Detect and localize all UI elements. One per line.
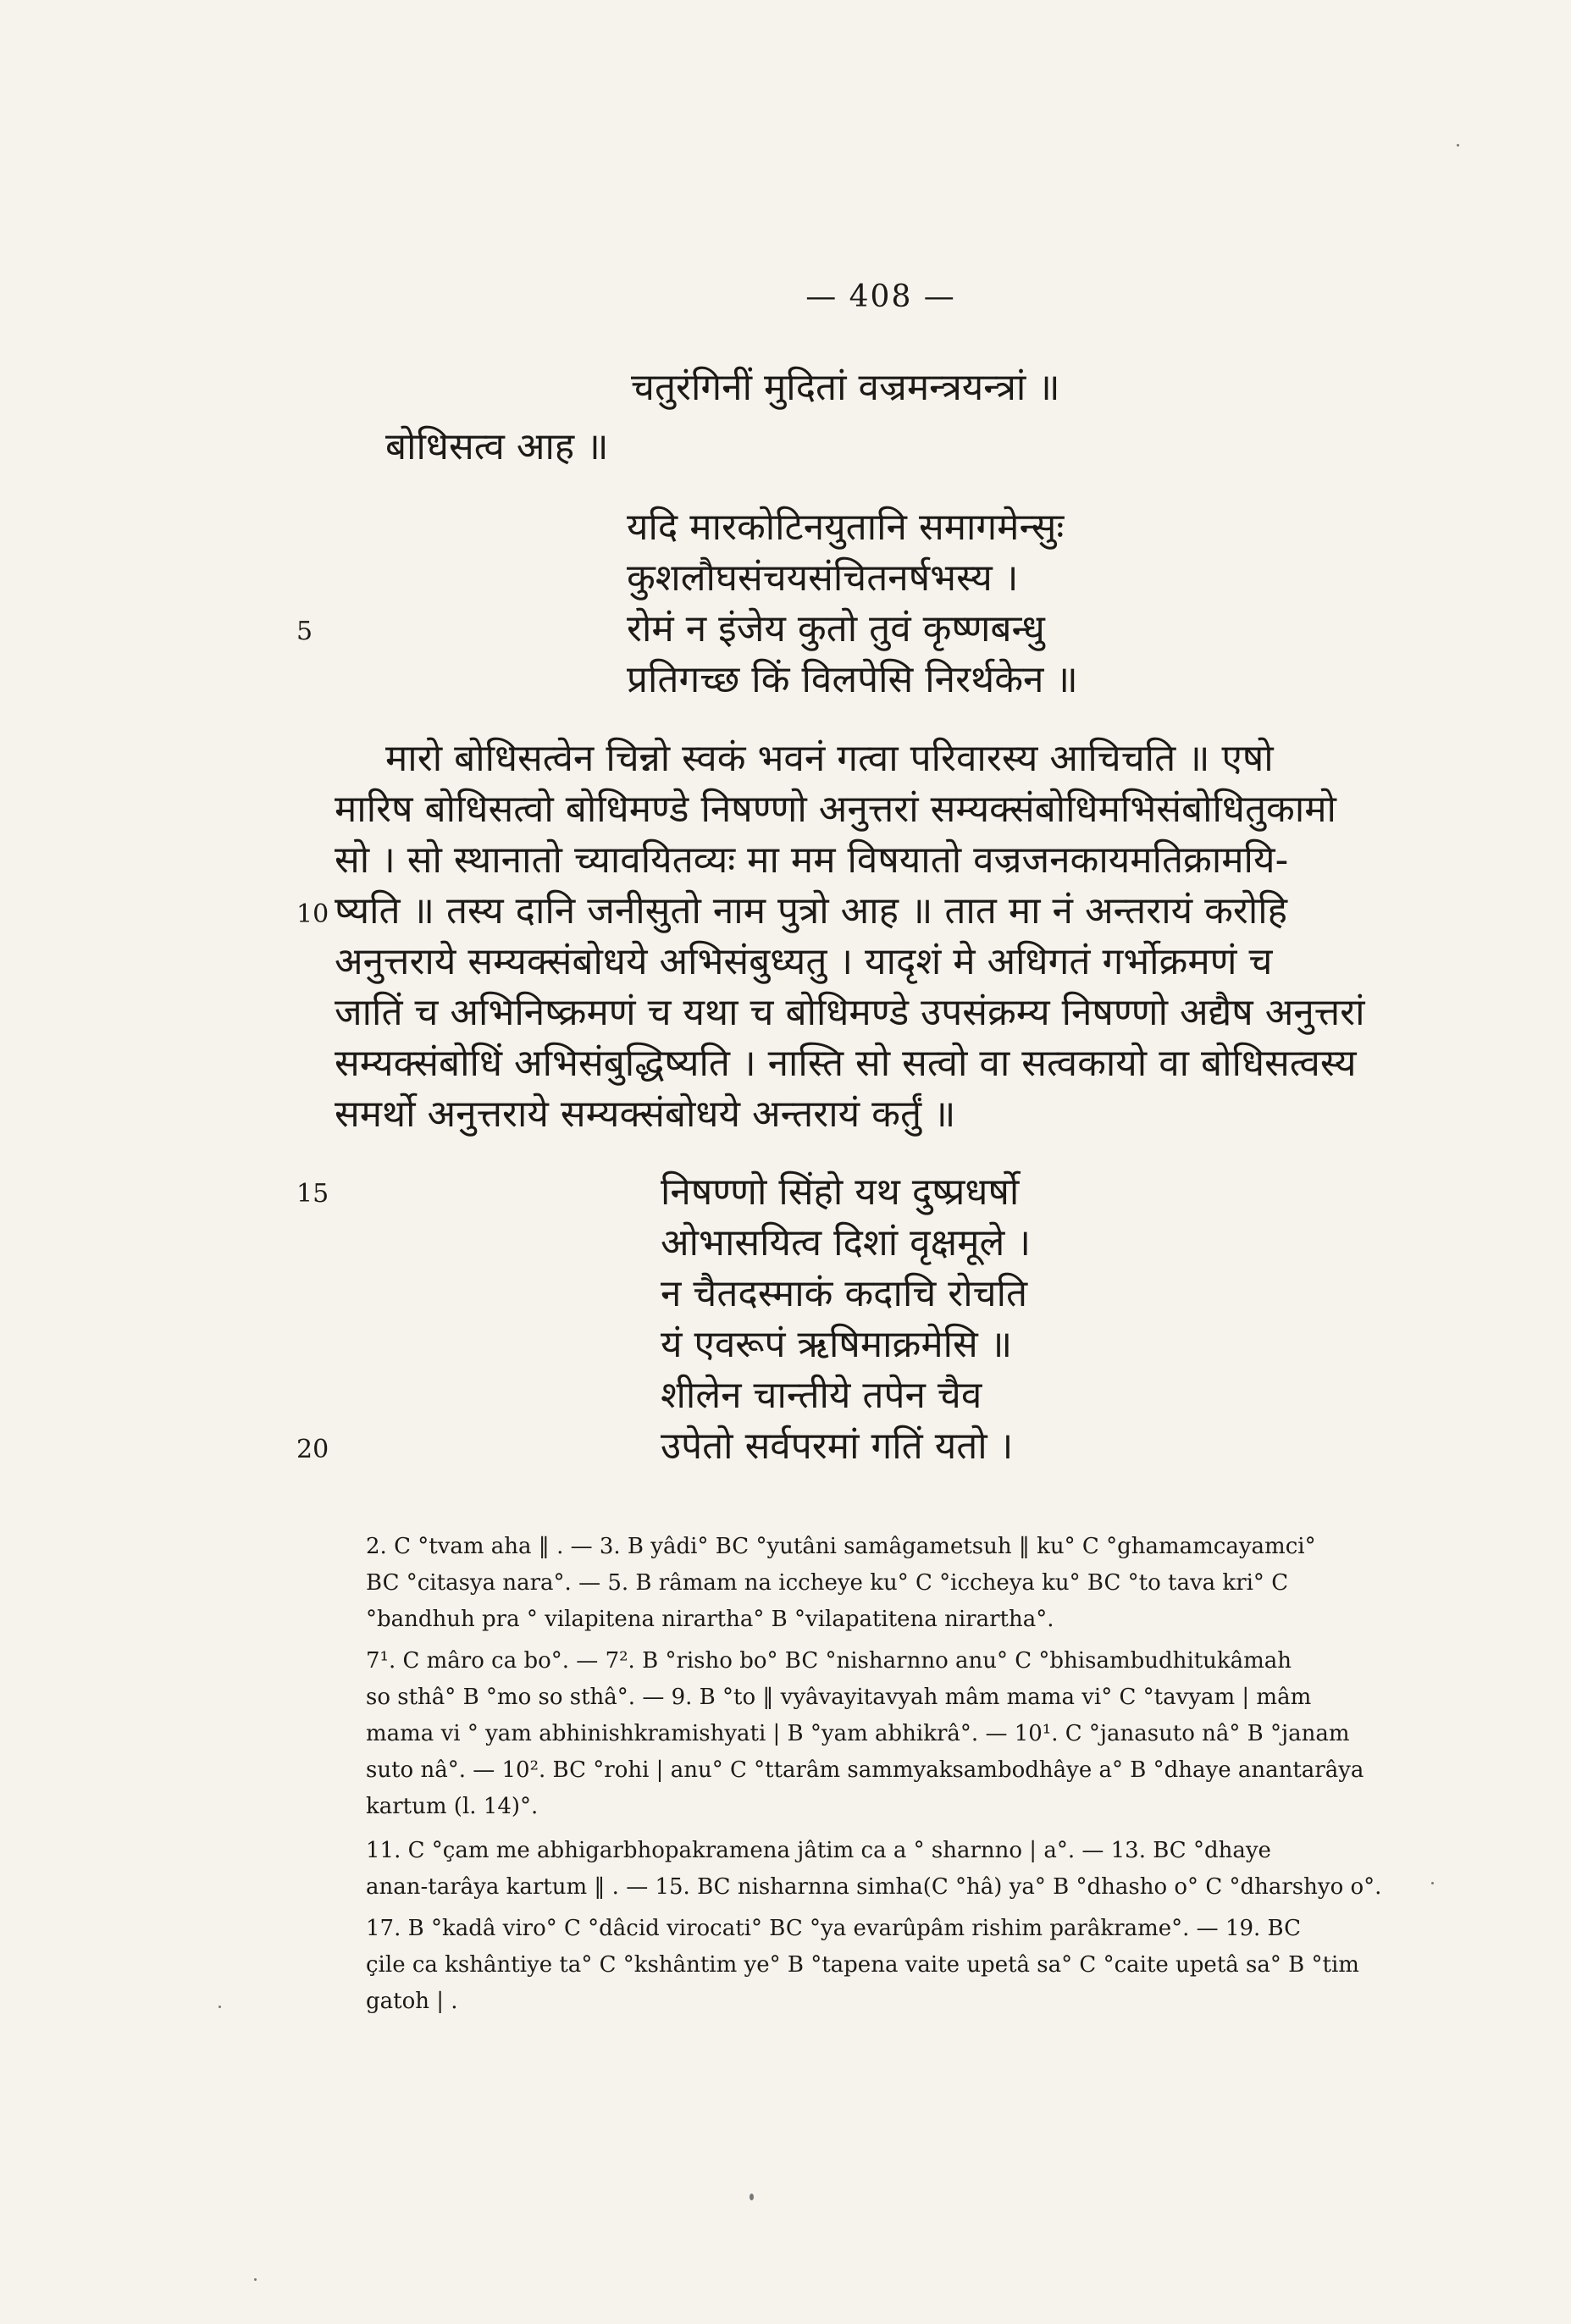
verse-line: चतुरंगिनीं मुदितां वज्रमन्त्रयन्त्रां ॥ xyxy=(631,366,1060,409)
verse-line: उपेतो सर्वपरमां गतिं यतो । xyxy=(661,1425,1014,1468)
footnote-line: çile ca kshântiye ta° C °kshântim ye° B °tapena vaite upetâ sa° C °caite upetâ sa° B °tim xyxy=(366,1952,1359,1978)
line-number: 5 xyxy=(296,617,313,646)
footnote-line: anan-tarâya kartum ‖ . — 15. BC nisharnna simha(C °hâ) ya° B °dhasho o° C °dharshyo o°. xyxy=(366,1874,1382,1900)
scan-speck xyxy=(254,2278,257,2281)
footnote-line: kartum (l. 14)°. xyxy=(366,1794,539,1819)
prose-line: सम्यक्संबोधिं अभिसंबुद्धिष्यति । नास्ति सो सत्वो वा सत्वकायो वा बोधिसत्वस्य xyxy=(335,1042,1357,1085)
verse-line: यं एवरूपं ऋषिमाक्रमेसि ॥ xyxy=(661,1323,1013,1366)
speaker-line: बोधिसत्व आह ॥ xyxy=(385,425,609,468)
verse-line: निषण्णो सिंहो यथ दुष्प्रधर्षो xyxy=(661,1170,1020,1214)
scan-speck xyxy=(1431,1882,1434,1884)
footnote-line: so sthâ° B °mo so sthâ°. — 9. B °to ‖ vyâvayitavyah mâm mama vi° C °tavyam | mâm xyxy=(366,1685,1312,1710)
prose-line: जातिं च अभिनिष्क्रमणं च यथा च बोधिमण्डे उपसंक्रम्य निषण्णो अद्यैष अनुत्तरां xyxy=(335,991,1365,1034)
footnote-line: 11. C °çam me abhigarbhopakramena jâtim ca a ° sharnno | a°. — 13. BC °dhaye xyxy=(366,1838,1271,1863)
verse-line: रोमं न इंजेय कुतो तुवं कृष्णबन्धु xyxy=(627,607,1045,650)
prose-line: समर्थो अनुत्तराये सम्यक्संबोधये अन्तरायं कर्तुं ॥ xyxy=(335,1093,956,1136)
footnote-line: °bandhuh pra ° vilapitena nirartha° B °vilapatitena nirartha°. xyxy=(366,1607,1054,1632)
footnote-line: gatoh | . xyxy=(366,1989,458,2014)
prose-line: मारिष बोधिसत्वो बोधिमण्डे निषण्णो अनुत्तरां सम्यक्संबोधिमभिसंबोधितुकामो xyxy=(335,788,1336,831)
prose-line: सो । सो स्थानातो च्यावयितव्यः मा मम विषयातो वज्रजनकायमतिक्रामयि- xyxy=(335,838,1289,882)
footnote-line: suto nâ°. — 10². BC °rohi | anu° C °ttarâm sammyaksambodhâye a° B °dhaye anantarâya xyxy=(366,1757,1364,1783)
footnote-line: 17. B °kadâ viro° C °dâcid virocati° BC °ya evarûpâm rishim parâkrame°. — 19. BC xyxy=(366,1916,1302,1941)
scan-speck xyxy=(1457,144,1459,147)
verse-line: यदि मारकोटिनयुतानि समागमेन्सुः xyxy=(627,506,1065,549)
scan-speck xyxy=(750,2194,754,2200)
footnote-line: BC °citasya nara°. — 5. B râmam na iccheye ku° C °iccheya ku° BC °to tava kri° C xyxy=(366,1570,1289,1596)
verse-line: ओभासयित्व दिशां वृक्षमूले । xyxy=(661,1221,1031,1264)
line-number: 20 xyxy=(296,1435,329,1464)
verse-line: न चैतदस्माकं कदाचि रोचति xyxy=(661,1272,1028,1315)
scan-speck xyxy=(219,2006,221,2008)
footnote-line: mama vi ° yam abhinishkramishyati | B °yam abhikrâ°. — 10¹. C °janasuto nâ° B °janam xyxy=(366,1721,1350,1746)
page-number: — 408 — xyxy=(805,279,956,314)
line-number: 10 xyxy=(296,899,329,929)
footnote-line: 2. C °tvam aha ‖ . — 3. B yâdi° BC °yutâni samâgametsuh ‖ ku° C °ghamamcayamci° xyxy=(366,1534,1316,1559)
verse-line: कुशलौघसंचयसंचितनर्षभस्य । xyxy=(627,556,1019,600)
prose-line: मारो बोधिसत्वेन चिन्नो स्वकं भवनं गत्वा परिवारस्य आचिचति ॥ एषो xyxy=(385,737,1274,780)
line-number: 15 xyxy=(296,1179,329,1209)
footnote-line: 7¹. C mâro ca bo°. — 7². B °risho bo° BC °nisharnno anu° C °bhisambudhitukâmah xyxy=(366,1648,1292,1674)
prose-line: ष्यति ॥ तस्य दानि जनीसुतो नाम पुत्रो आह ॥ तात मा नं अन्तरायं करोहि xyxy=(335,889,1288,932)
verse-line: प्रतिगच्छ किं विलपेसि निरर्थकेन ॥ xyxy=(627,658,1078,701)
prose-line: अनुत्तराये सम्यक्संबोधये अभिसंबुध्यतु । यादृशं मे अधिगतं गर्भोक्रमणं च xyxy=(335,940,1273,983)
verse-line: शीलेन चान्तीये तपेन चैव xyxy=(661,1374,982,1417)
